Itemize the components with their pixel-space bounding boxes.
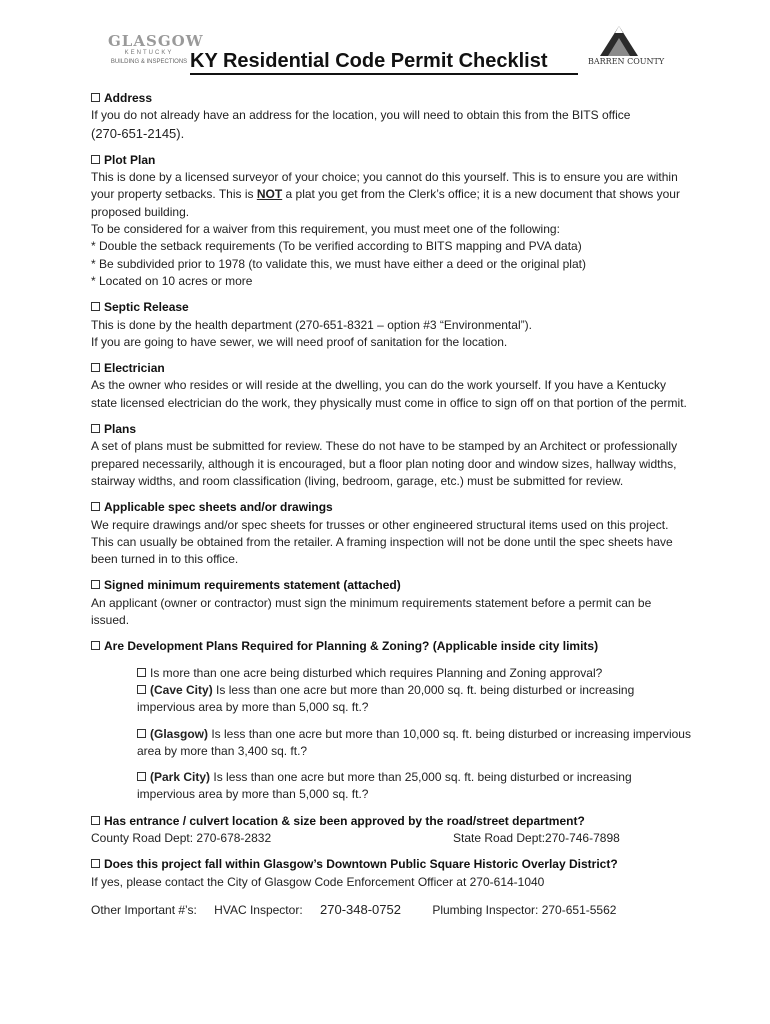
cave-city-label: (Cave City) <box>150 682 213 697</box>
state-road-dept: State Road Dept:270-746-7898 <box>453 830 620 845</box>
list-item: (Cave City) Is less than one acre but more than 20,000 sq. ft. being disturbed or increasing impervious area by more than 5,000 sq. ft.? <box>137 682 635 715</box>
list-item: * Be subdivided prior to 1978 (to validate this, we must have either a deed or the original plat) <box>91 256 586 271</box>
checkbox-icon <box>91 424 100 433</box>
section-electrician <box>91 360 691 412</box>
not-emphasis: NOT <box>256 187 283 202</box>
checklist <box>91 90 691 919</box>
section-signed-statement <box>91 577 691 629</box>
checkbox-icon <box>91 580 100 589</box>
checkbox-icon <box>91 363 100 372</box>
section-heading: Address <box>104 91 153 105</box>
logo-name: GLASGOW <box>108 32 204 50</box>
list-item: * Double the setback requirements (To be verified according to BITS mapping and PVA data) <box>91 239 582 254</box>
title-underline <box>190 73 578 75</box>
list-item: (Park City) Is less than one acre but more than 25,000 sq. ft. being disturbed or increasing impervious area by more than 5,000 sq. ft.? <box>137 770 632 802</box>
section-heading: Septic Release <box>104 300 189 315</box>
park-city-label: (Park City) <box>150 770 211 785</box>
list-item: (Glasgow) Is less than one acre but more than 10,000 sq. ft. being disturbed or increasing impervious area by more than 3,400 sq. ft.? <box>137 726 691 758</box>
spec-sheets-text: We require drawings and/or spec sheets for trusses or other engineered structural items used on this project. This can usually be obtained from the retailer. A framing inspection will not be done until the spec sheets have been turned in to this office. <box>91 517 673 567</box>
waiver-text: To be considered for a waiver from this requirement, you must meet one of the following: <box>91 222 560 237</box>
section-heading: Plans <box>104 422 137 437</box>
section-entrance <box>91 813 691 848</box>
logo-dept: BUILDING & INSPECTIONS <box>110 59 188 65</box>
checkbox-icon <box>91 93 100 102</box>
septic-line-1: This is done by the health department (270-651-8321 – option #3 “Environmental”). <box>91 317 532 332</box>
signed-text: An applicant (owner or contractor) must sign the minimum requirements statement before a permit can be issued. <box>91 595 652 628</box>
section-heading: Plot Plan <box>104 152 156 167</box>
glasgow-logo <box>108 32 204 74</box>
development-subitems <box>137 665 691 804</box>
checkbox-icon <box>137 685 146 694</box>
septic-line-2: If you are going to have sewer, we will need proof of sanitation for the location. <box>91 334 508 349</box>
section-development-plans <box>91 638 691 803</box>
section-heading: Are Development Plans Required for Planning & Zoning? (Applicable inside city limits) <box>104 639 599 654</box>
list-item: * Located on 10 acres or more <box>91 273 253 288</box>
section-historic <box>91 856 691 891</box>
logo-sub: KENTUCKY <box>124 50 174 56</box>
checkbox-icon <box>91 155 100 164</box>
road-dept-contacts <box>91 830 691 847</box>
list-item: Is more than one acre being disturbed which requires Planning and Zoning approval? <box>137 665 691 682</box>
historic-text: If yes, please contact the City of Glasgow Code Enforcement Officer at 270-614-1040 <box>91 874 545 889</box>
barren-county-logo <box>588 24 665 72</box>
checkbox-icon <box>91 502 100 511</box>
mountain-icon <box>598 24 640 58</box>
glasgow-label: (Glasgow) <box>150 726 209 741</box>
section-septic <box>91 299 691 351</box>
page-title: KY Residential Code Permit Checklist <box>190 50 548 72</box>
checkbox-icon <box>137 772 146 781</box>
electrician-text: As the owner who resides or will reside at the dwelling, you can do the work yourself. If you have a Kentucky state licensed electrician do the work, they physically must come in office to sign off on that portion of the permit. <box>91 378 687 410</box>
section-address <box>91 90 691 143</box>
section-spec-sheets <box>91 499 691 568</box>
plot-plan-text: This is done by a licensed surveyor of your choice; you cannot do this yourself. This is to ensure you are within your property setbacks. This is NOT a plat you get from the Clerk’s office; it is a new document that shows your proposed building. <box>91 170 680 219</box>
section-heading: Applicable spec sheets and/or drawings <box>104 500 333 515</box>
section-heading: Has entrance / culvert location & size been approved by the road/street department? <box>104 813 585 828</box>
hvac-inspector: HVAC Inspector: 270-348-0752 <box>214 901 401 917</box>
section-heading: Signed minimum requirements statement (attached) <box>104 578 401 593</box>
checkbox-icon <box>91 641 100 650</box>
checkbox-icon <box>91 859 100 868</box>
county-road-dept: County Road Dept: 270-678-2832 <box>91 830 272 845</box>
section-plans <box>91 421 691 490</box>
address-text: If you do not already have an address for the location, you will need to obtain this from the BITS office (270-651-2145). <box>91 108 631 141</box>
checkbox-icon <box>137 729 146 738</box>
other-numbers <box>91 901 691 919</box>
section-plot-plan <box>91 152 691 290</box>
plans-text: A set of plans must be submitted for review. These do not have to be stamped by an Architect or professionally prepared necessarily, although it is encouraged, but a floor plan noting door and window sizes, hallway widths, stairway widths, and room classification (living, bedroom, garage, etc.) must be submitted for review. <box>91 439 678 488</box>
other-label: Other Important #’s: <box>91 902 197 917</box>
section-heading: Electrician <box>104 361 165 376</box>
checkbox-icon <box>91 816 100 825</box>
checkbox-icon <box>91 302 100 311</box>
bits-phone: (270-651-2145). <box>91 125 185 141</box>
plumbing-inspector: Plumbing Inspector: 270-651-5562 <box>432 902 617 917</box>
section-heading: Does this project fall within Glasgow’s Downtown Public Square Historic Overlay District? <box>104 857 618 872</box>
logo-text: BARREN COUNTY <box>588 57 665 66</box>
checkbox-icon <box>137 668 146 677</box>
